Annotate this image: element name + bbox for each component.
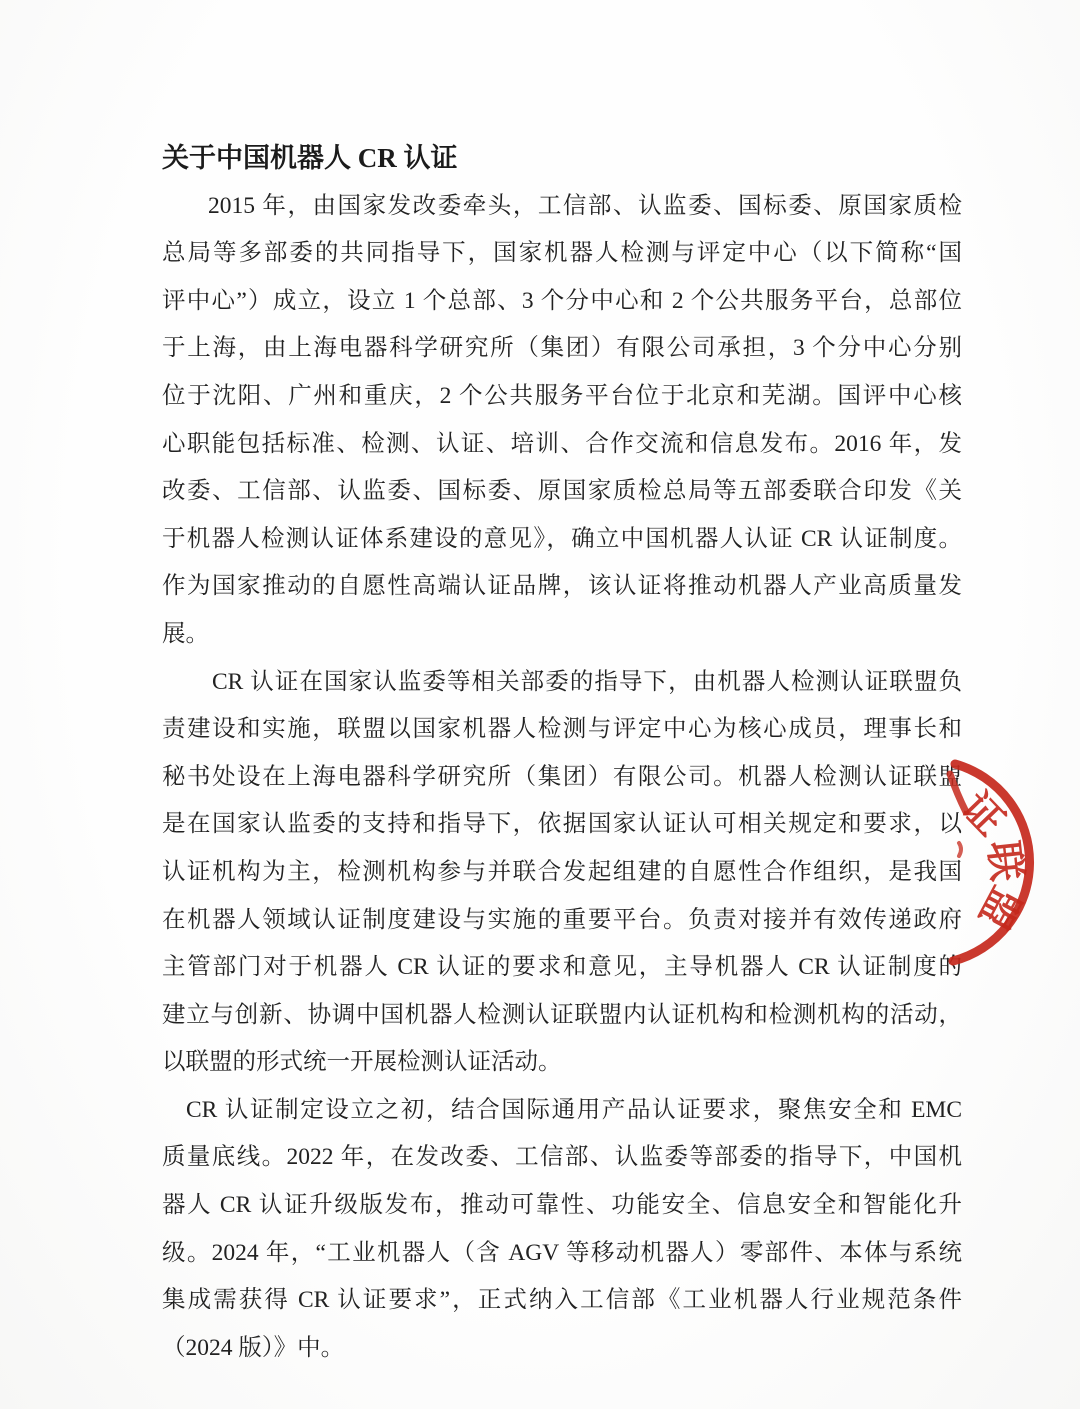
seal-character: 联 [980, 838, 1030, 884]
paragraph1-line: 位于沈阳、广州和重庆，2 个公共服务平台位于北京和芜湖。国评中心核 [162, 382, 962, 409]
seal-ring-arc [953, 764, 1030, 961]
paragraph2-line: 建立与创新、协调中国机器人检测认证联盟内认证机构和检测机构的活动， [162, 1001, 962, 1028]
paragraph2-line: 认证机构为主，检测机构参与并联合发起组建的自愿性合作组织，是我国 [162, 858, 962, 885]
paragraph2-line: 以联盟的形式统一开展检测认证活动。 [162, 1049, 562, 1076]
paragraph2-line: 在机器人领域认证制度建设与实施的重要平台。负责对接并有效传递政府 [162, 906, 962, 933]
paragraph3-line: 器人 CR 认证升级版发布，推动可靠性、功能安全、信息安全和智能化升 [162, 1192, 962, 1219]
paragraph3-line: （2024 版）》中。 [162, 1334, 345, 1361]
paragraph1-line: 评中心”）成立，设立 1 个总部、3 个分中心和 2 个公共服务平台，总部位 [162, 287, 962, 314]
paragraph1-line: 心职能包括标准、检测、认证、培训、合作交流和信息发布。2016 年，发 [162, 430, 962, 457]
document-body [162, 135, 962, 1372]
document-title: 关于中国机器人 CR 认证 [162, 143, 458, 173]
seal-character: 盟 [970, 879, 1030, 937]
paragraph2-line: 是在国家认监委的支持和指导下，依据国家认证认可相关规定和要求，以 [162, 811, 962, 838]
paragraph2-line: 责建设和实施，联盟以国家机器人检测与评定中心为核心成员，理事长和 [162, 716, 962, 743]
paragraph1-line: 总局等多部委的共同指导下，国家机器人检测与评定中心（以下简称“国 [162, 240, 962, 267]
paragraph1-line: 于上海，由上海电器科学研究所（集团）有限公司承担，3 个分中心分别 [162, 335, 962, 362]
paragraph1-line: 改委、工信部、认监委、国标委、原国家质检总局等五部委联合印发《关 [162, 478, 962, 505]
paragraph1-line: 作为国家推动的自愿性高端认证品牌，该认证将推动机器人产业高质量发 [162, 573, 962, 600]
paragraph1-line: 于机器人检测认证体系建设的意见》，确立中国机器人认证 CR 认证制度。 [162, 525, 962, 552]
paragraph3-line: 质量底线。2022 年，在发改委、工信部、认监委等部委的指导下，中国机 [162, 1144, 962, 1171]
paragraph1-line: 2015 年，由国家发改委牵头，工信部、认监委、国标委、原国家质检 [208, 192, 962, 219]
paragraph2-line: 秘书处设在上海电器科学研究所（集团）有限公司。机器人检测认证联盟 [162, 763, 962, 790]
paragraph3-line: 集成需获得 CR 认证要求”，正式纳入工信部《工业机器人行业规范条件 [162, 1287, 962, 1314]
paragraph3-line: 级。2024 年，“工业机器人（含 AGV 等移动机器人）零部件、本体与系统 [162, 1239, 962, 1266]
paragraph1-line: 展。 [162, 620, 209, 647]
seal-character: 证 [952, 783, 1014, 845]
paragraph3-line: CR 认证制定设立之初，结合国际通用产品认证要求，聚焦安全和 EMC [186, 1096, 962, 1123]
paragraph2-line: 主管部门对于机器人 CR 认证的要求和意见，主导机器人 CR 认证制度的 [162, 954, 962, 981]
paragraph2-line: CR 认证在国家认监委等相关部委的指导下，由机器人检测认证联盟负 [212, 668, 962, 695]
